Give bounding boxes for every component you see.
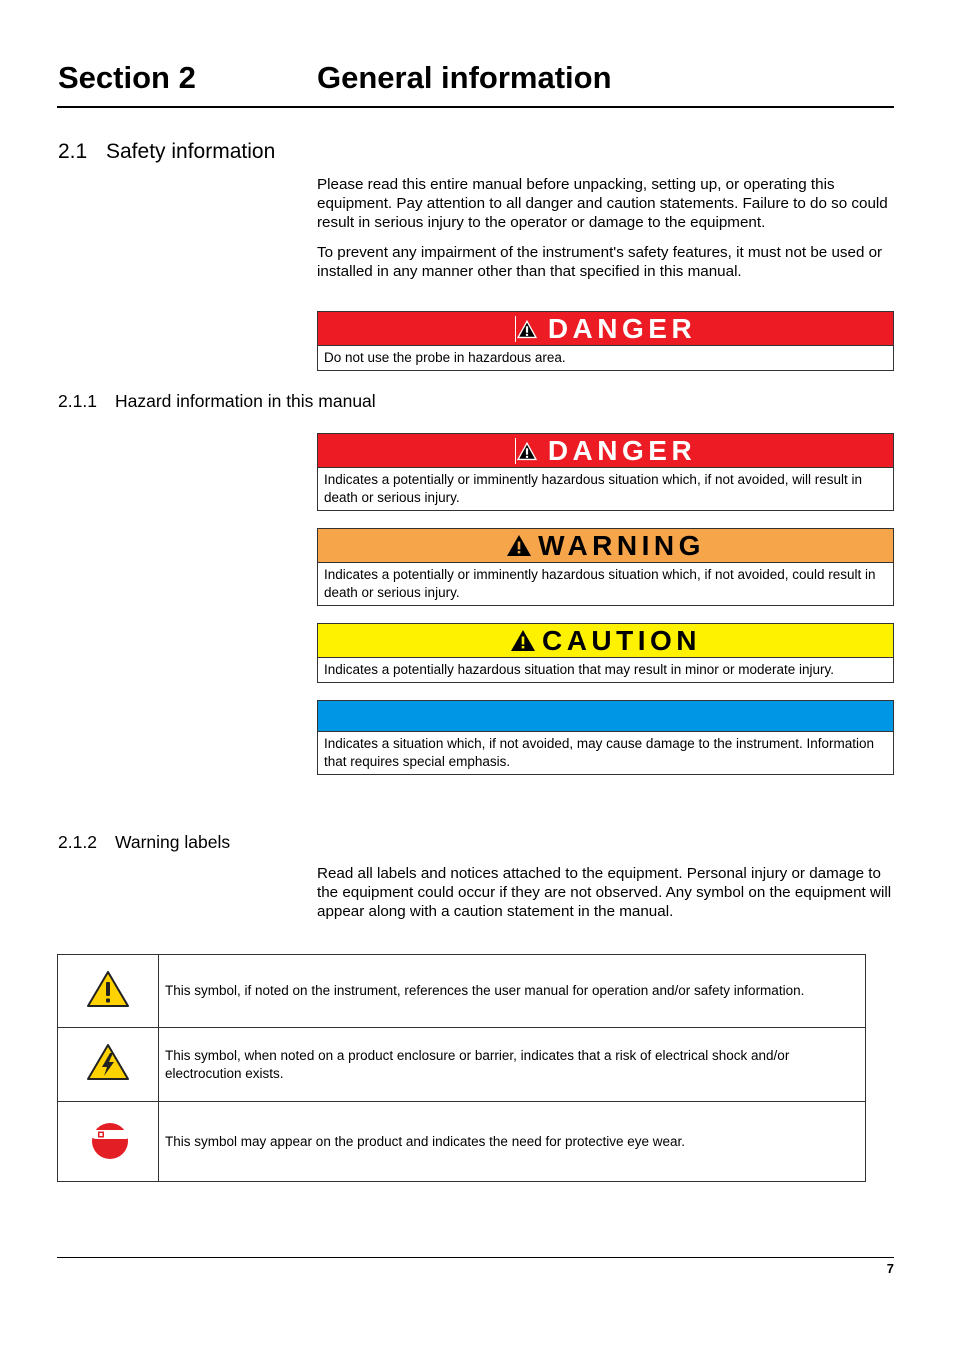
symbol-description: This symbol may appear on the product and indicates the need for protective eye wear.: [159, 1102, 866, 1182]
notice-text: Indicates a situation which, if not avoided, may cause damage to the instrument. Information that requires special emphasis.: [324, 736, 875, 769]
danger-title: DANGER: [547, 435, 697, 466]
section-number: Section 2: [58, 60, 196, 95]
danger-text: Do not use the probe in hazardous area.: [324, 350, 566, 365]
warning-triangle-icon: [515, 316, 544, 342]
symbol-cell: [58, 1102, 159, 1182]
caution-title: CAUTION: [541, 625, 702, 656]
notice-header: [318, 701, 893, 732]
danger-title: DANGER: [547, 313, 697, 344]
caution-text: Indicates a potentially hazardous situation that may result in minor or moderate injury.: [324, 662, 835, 677]
warning-definition: [317, 528, 894, 606]
symbol-cell: [58, 1028, 159, 1102]
caution-header: [318, 624, 893, 658]
heading-text: Warning labels: [115, 832, 231, 852]
heading-number: 2.1: [58, 140, 88, 163]
header-rule: [57, 106, 894, 108]
safety-heading: [58, 139, 458, 165]
symbol-description: This symbol, if noted on the instrument, references the user manual for operation and/or safety information.: [159, 955, 866, 1028]
danger-title-wrap: [515, 312, 696, 345]
table-row: [58, 1028, 866, 1102]
danger-header: [318, 312, 893, 346]
table-row: [58, 955, 866, 1028]
symbol-cell: [58, 955, 159, 1028]
danger-text: Indicates a potentially or imminently hazardous situation which, if not avoided, will result in death or serious injury.: [324, 472, 863, 505]
electrical-shock-icon: [86, 1043, 130, 1081]
notice-definition: [317, 700, 894, 775]
danger-notice-probe: [317, 311, 894, 371]
danger-title-wrap: [515, 434, 696, 467]
warning-text: Indicates a potentially or imminently hazardous situation which, if not avoided, could result in death or serious injury.: [324, 567, 876, 600]
hazard-info-heading: [58, 390, 558, 412]
safety-body: [317, 175, 894, 291]
warning-title-wrap: [506, 529, 705, 562]
danger-definition: [317, 433, 894, 511]
footer-rule: [57, 1257, 894, 1258]
page-number: 7: [886, 1261, 894, 1276]
general-warning-icon: [86, 970, 130, 1008]
warning-labels-heading: [58, 831, 558, 853]
eye-protection-icon: [86, 1117, 130, 1161]
warning-triangle-icon: [515, 438, 544, 464]
danger-header: [318, 434, 893, 468]
paragraph: Read all labels and notices attached to the equipment. Personal injury or damage to the equipment could occur if they are not observed. Any symbol on the equipment will appear along with a caution statement in the manual.: [317, 865, 892, 921]
caution-definition: [317, 623, 894, 683]
heading-text: Hazard information in this manual: [115, 391, 376, 411]
symbol-description: This symbol, when noted on a product enclosure or barrier, indicates that a risk of electrical shock and/or electrocution exists.: [159, 1028, 866, 1102]
table-row: [58, 1102, 866, 1182]
section-title: General information: [317, 60, 612, 95]
warning-header: [318, 529, 893, 563]
warning-labels-body: [317, 864, 894, 932]
warning-triangle-icon: [510, 629, 536, 652]
heading-number: 2.1.2: [58, 832, 97, 852]
paragraph: Please read this entire manual before unpacking, setting up, or operating this equipment. Pay attention to all danger and caution statements. Failure to do so could result in serious injury to the operator or damage to the equipment.: [317, 176, 888, 232]
symbol-table: [57, 954, 866, 1182]
heading-text: Safety information: [106, 140, 276, 163]
warning-title: WARNING: [538, 530, 705, 561]
heading-number: 2.1.1: [58, 391, 97, 411]
warning-triangle-icon: [506, 534, 532, 557]
caution-title-wrap: [510, 624, 701, 657]
paragraph: To prevent any impairment of the instrument's safety features, it must not be used or installed in any manner other than that specified in this manual.: [317, 243, 883, 280]
